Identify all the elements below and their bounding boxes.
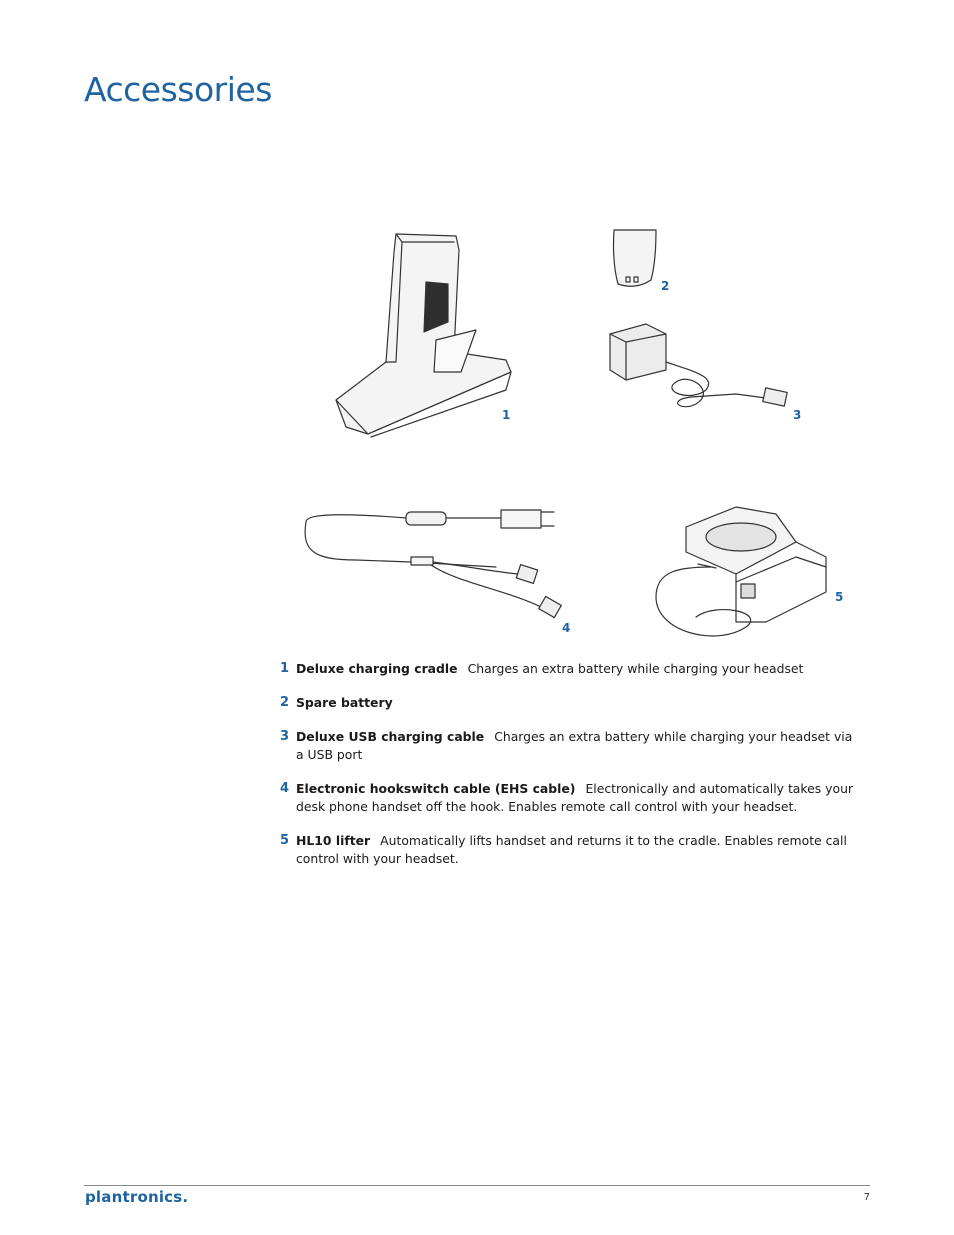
callout-2: 2	[661, 279, 670, 293]
item-term: Deluxe USB charging cable	[296, 729, 485, 744]
item-term: Electronic hookswitch cable (EHS cable)	[296, 781, 576, 796]
item-number: 4	[280, 781, 290, 796]
item-term: HL10 lifter	[296, 833, 371, 848]
item-description: Electronically and automatically takes your desk phone handset off the hook. Enables remote call control with your headset.	[296, 781, 854, 814]
accessory-list	[280, 660, 860, 884]
usb-charger-drawing	[610, 324, 787, 407]
item-term: Deluxe charging cradle	[296, 661, 458, 676]
accessories-figure	[296, 222, 856, 652]
callout-1: 1	[502, 408, 511, 422]
list-item	[280, 832, 860, 868]
item-description: Automatically lifts handset and returns it to the cradle. Enables remote call control with your headset.	[296, 833, 847, 866]
list-item	[280, 728, 860, 764]
item-term: Spare battery	[296, 695, 393, 710]
item-number: 5	[280, 833, 290, 848]
callout-3: 3	[793, 408, 802, 422]
list-item	[280, 780, 860, 816]
spare-battery-drawing	[614, 230, 657, 286]
item-number: 1	[280, 661, 290, 676]
accessories-illustration	[296, 222, 856, 652]
item-description: Charges an extra battery while charging your headset via a USB port	[296, 729, 853, 762]
list-item	[280, 694, 860, 712]
page-number: 7	[863, 1192, 870, 1203]
item-description: Charges an extra battery while charging your headset	[467, 661, 804, 676]
list-item	[280, 660, 860, 678]
item-number: 3	[280, 729, 290, 744]
ehs-cable-drawing	[305, 510, 561, 618]
item-number: 2	[280, 695, 290, 710]
footer-divider	[84, 1185, 870, 1186]
callout-5: 5	[835, 590, 844, 604]
page-title: Accessories	[84, 70, 272, 109]
charging-cradle-drawing	[336, 234, 511, 437]
hl10-lifter-drawing	[656, 507, 826, 636]
callout-4: 4	[562, 621, 571, 635]
brand-logo: plantronics.	[85, 1188, 189, 1206]
